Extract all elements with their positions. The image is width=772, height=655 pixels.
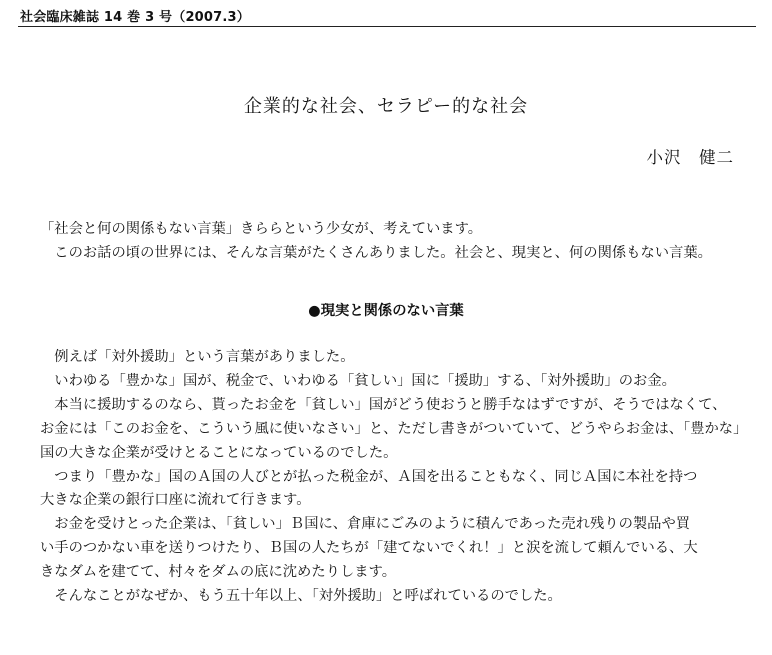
article-title: 企業的な社会、セラピー的な社会 [243,96,529,117]
text-line: 「社会と何の関係もない言葉」きららという少女が、考えています。 [40,221,483,237]
journal-header: 社会臨床雑誌 14 巻 3 号（2007.3） [20,10,251,25]
text-line: きなダムを建てて、村々をダムの底に沈めたりします。 [40,564,396,581]
text-line: 例えば「対外援助」という言葉がありました。 [40,349,355,365]
author-name: 小沢 健二 [646,148,734,167]
text-line: い手のつかない車を送りつけたり、Ｂ国の人たちが「建てないでくれ！」と涙を流して頼んでいる、大 [40,540,698,557]
text-line: 大きな企業の銀行口座に流れて行きます。 [40,492,311,509]
section-body [40,346,755,609]
text-line: お金を受けとった企業は、「貧しい」Ｂ国に、倉庫にごみのように積んであった売れ残りの製品や買 [40,516,691,533]
text-line: つまり「豊かな」国のＡ国の人びとが払った税金が、Ａ国を出ることもなく、同じＡ国に本社を持つ [40,468,698,485]
section-heading: ●現実と関係のない言葉 [308,303,464,319]
text-line: そんなことがなぜか、もう五十年以上、「対外援助」と呼ばれているのでした。 [40,588,562,605]
text-line: お金には「このお金を、こういう風に使いなさい」と、ただし書きがついていて、どうやらお金は、「豊かな」 [40,420,748,437]
text-line: 本当に援助するのなら、貰ったお金を「貧しい」国がどう使おうと勝手なはずですが、そうではなくて、 [40,396,727,413]
text-line: 国の大きな企業が受けとることになっているのでした。 [40,444,398,461]
text-line: いわゆる「豊かな」国が、税金で、いわゆる「貧しい」国に「援助」する、「対外援助」のお金。 [40,372,676,389]
intro-paragraph [40,218,755,266]
text-line: このお話の頃の世界には、そんな言葉がたくさんありました。社会と、現実と、何の関係もない言葉。 [40,244,712,261]
header-rule [18,26,756,27]
